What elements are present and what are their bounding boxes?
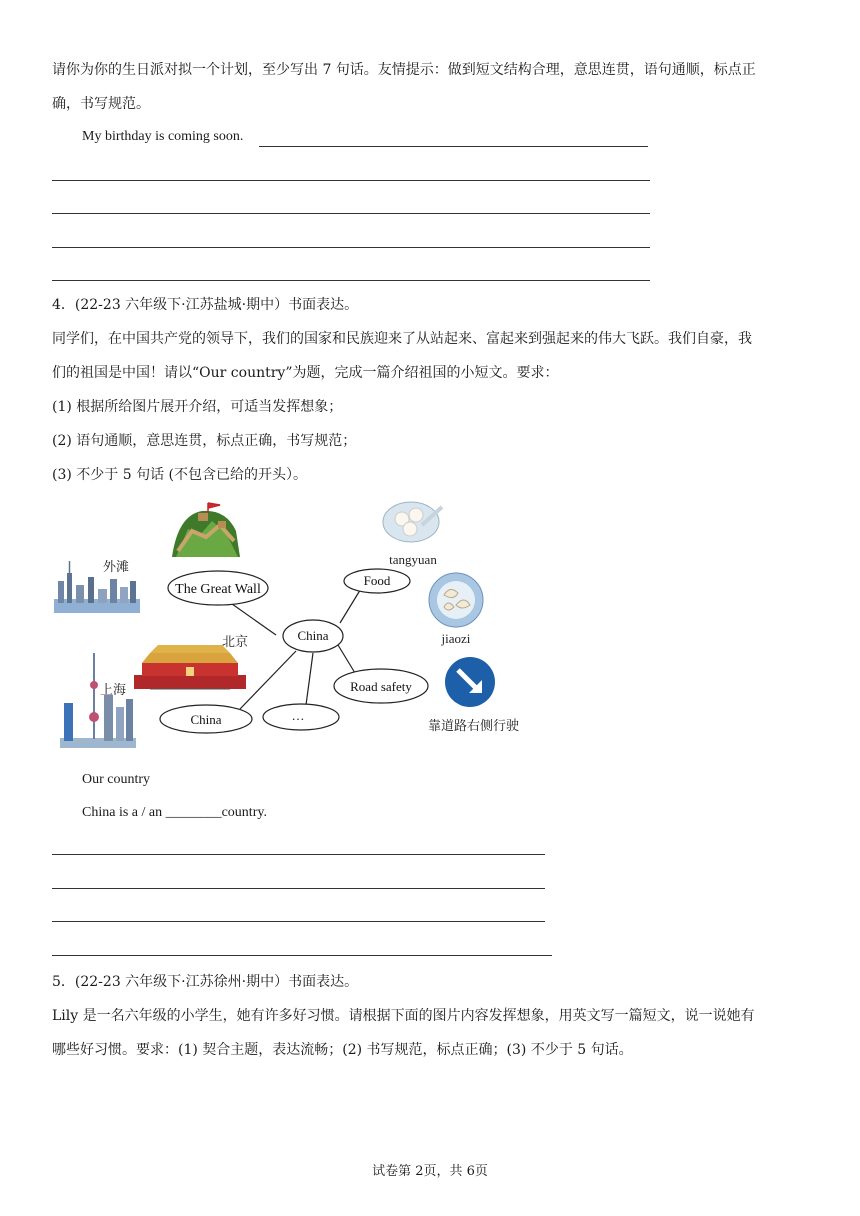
node-center-china: China — [297, 628, 329, 643]
answer-line — [52, 213, 650, 214]
answer-line — [52, 247, 650, 248]
tangyuan-image — [383, 502, 442, 542]
connector-line — [340, 587, 362, 623]
china-mind-map — [50, 495, 540, 760]
q4-requirement-1: (1) 根据所给图片展开介绍，可适当发挥想象； — [52, 399, 343, 415]
q4-intro-line2: 们的祖国是中国！请以“Our country”为题，完成一篇介绍祖国的小短文。要求： — [52, 365, 559, 381]
q4-essay-title: Our country — [82, 772, 151, 787]
jiaozi-image — [429, 573, 483, 627]
node-china: China — [190, 712, 222, 727]
q3-instruction-line2: 确，书写规范。 — [52, 96, 150, 112]
node-more: … — [291, 708, 305, 723]
answer-line — [259, 146, 648, 147]
q4-heading: 4．(22-23 六年级下·江苏盐城·期中）书面表达。 — [52, 297, 359, 313]
q4-requirement-2: (2) 语句通顺，意思连贯，标点正确，书写规范； — [52, 433, 357, 449]
q5-line1: Lily 是一名六年级的小学生，她有许多好习惯。请根据下面的图片内容发挥想象，用英文写一篇短文，说一说她有 — [52, 1008, 755, 1024]
node-food: Food — [363, 573, 391, 588]
connector-line — [306, 653, 313, 705]
tiananmen-image — [134, 645, 246, 689]
answer-line — [52, 280, 650, 281]
great-wall-image — [172, 503, 240, 557]
answer-line — [52, 854, 545, 855]
shanghai-skyline-image — [60, 653, 136, 748]
node-road-safety: Road safety — [350, 679, 412, 694]
label-beijing: 北京 — [222, 634, 249, 649]
q4-starter: China is a / an ________country. — [82, 805, 267, 820]
label-tangyuan: tangyuan — [389, 552, 437, 567]
answer-line — [52, 955, 552, 956]
answer-line — [52, 180, 650, 181]
q5-heading: 5．(22-23 六年级下·江苏徐州·期中）书面表达。 — [52, 974, 359, 990]
answer-line — [52, 921, 545, 922]
q4-intro-line1: 同学们，在中国共产党的领导下，我们的国家和民族迎来了从站起来、富起来到强起来的伟大飞跃。我们自豪，我 — [52, 331, 752, 347]
label-shanghai: 上海 — [100, 682, 127, 697]
label-jiaozi: jiaozi — [441, 631, 471, 646]
connector-line — [240, 651, 296, 709]
q3-instruction-line1: 请你为你的生日派对拟一个计划，至少写出 7 句话。友情提示：做到短文结构合理，意思连贯，语句通顺，标点正 — [52, 62, 756, 78]
label-bund: 外滩 — [103, 559, 130, 574]
q3-starter: My birthday is coming soon. — [82, 129, 244, 144]
label-road-sign: 靠道路右侧行驶 — [428, 719, 520, 734]
connector-line — [338, 645, 355, 673]
q5-line2: 哪些好习惯。要求：(1) 契合主题，表达流畅；(2) 书写规范，标点正确；(3) 不少于 5 句话。 — [52, 1042, 633, 1058]
page-footer: 试卷第 2页，共 6页 — [372, 1164, 488, 1179]
node-great-wall: The Great Wall — [175, 582, 261, 597]
q4-requirement-3: (3) 不少于 5 句话 (不包含已给的开头）。 — [52, 467, 308, 483]
answer-line — [52, 888, 545, 889]
keep-right-sign-icon — [445, 657, 495, 707]
